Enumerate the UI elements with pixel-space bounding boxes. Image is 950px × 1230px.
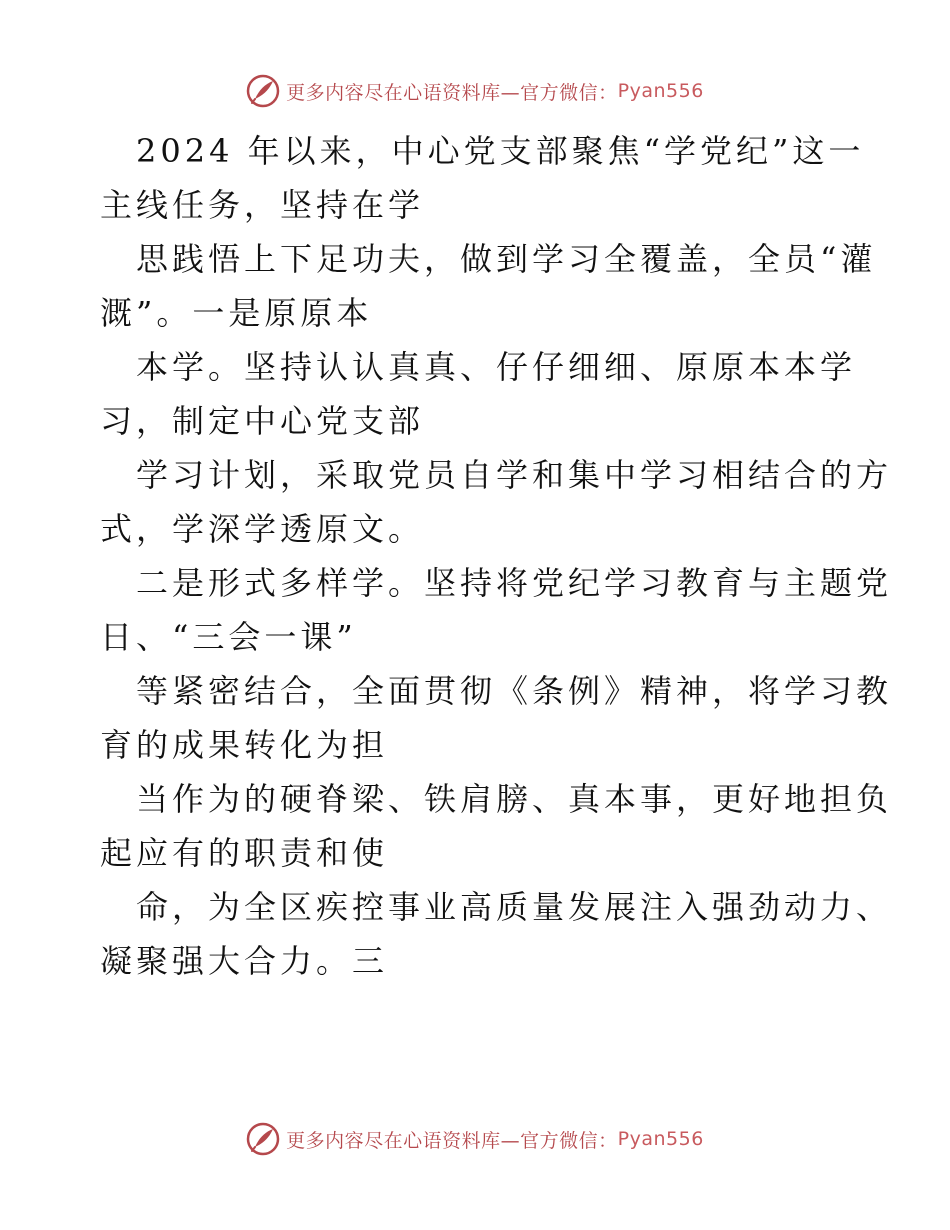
text-line: 溉”。一是原原本 — [100, 294, 373, 332]
text-line: 命，为全区疾控事业高质量发展注入强劲动力、 — [136, 888, 893, 926]
text-line: 2024 年以来，中心党支部聚焦“学党纪”这一 — [136, 132, 865, 170]
banner-wechat-id: Pyan556 — [617, 80, 704, 102]
document-body — [100, 124, 893, 988]
text-line: 学习计划，采取党员自学和集中学习相结合的方 — [136, 456, 893, 494]
text-line: 凝聚强大合力。三 — [100, 942, 389, 980]
header-banner — [0, 71, 950, 111]
text-line: 起应有的职责和使 — [100, 834, 389, 872]
text-line: 习，制定中心党支部 — [100, 402, 425, 440]
text-line: 育的成果转化为担 — [100, 726, 389, 764]
text-line: 主线任务，坚持在学 — [100, 186, 425, 224]
text-line: 本学。坚持认认真真、仔仔细细、原原本本学 — [136, 348, 857, 386]
text-line: 式，学深学透原文。 — [100, 510, 425, 548]
footer-banner — [0, 1119, 950, 1159]
text-line: 当作为的硬脊梁、铁肩膀、真本事，更好地担负 — [136, 780, 893, 818]
text-line: 等紧密结合，全面贯彻《条例》精神，将学习教 — [136, 672, 893, 710]
quill-pen-icon — [246, 1122, 280, 1156]
text-line: 日、“三会一课” — [100, 618, 357, 656]
text-line: 二是形式多样学。坚持将党纪学习教育与主题党 — [136, 564, 893, 602]
text-line: 思践悟上下足功夫，做到学习全覆盖，全员“灌 — [136, 240, 877, 278]
banner-wechat-id: Pyan556 — [617, 1128, 704, 1150]
banner-text: 更多内容尽在心语资料库—官方微信： — [286, 81, 618, 104]
banner-text: 更多内容尽在心语资料库—官方微信： — [286, 1129, 618, 1152]
quill-pen-icon — [246, 74, 280, 108]
